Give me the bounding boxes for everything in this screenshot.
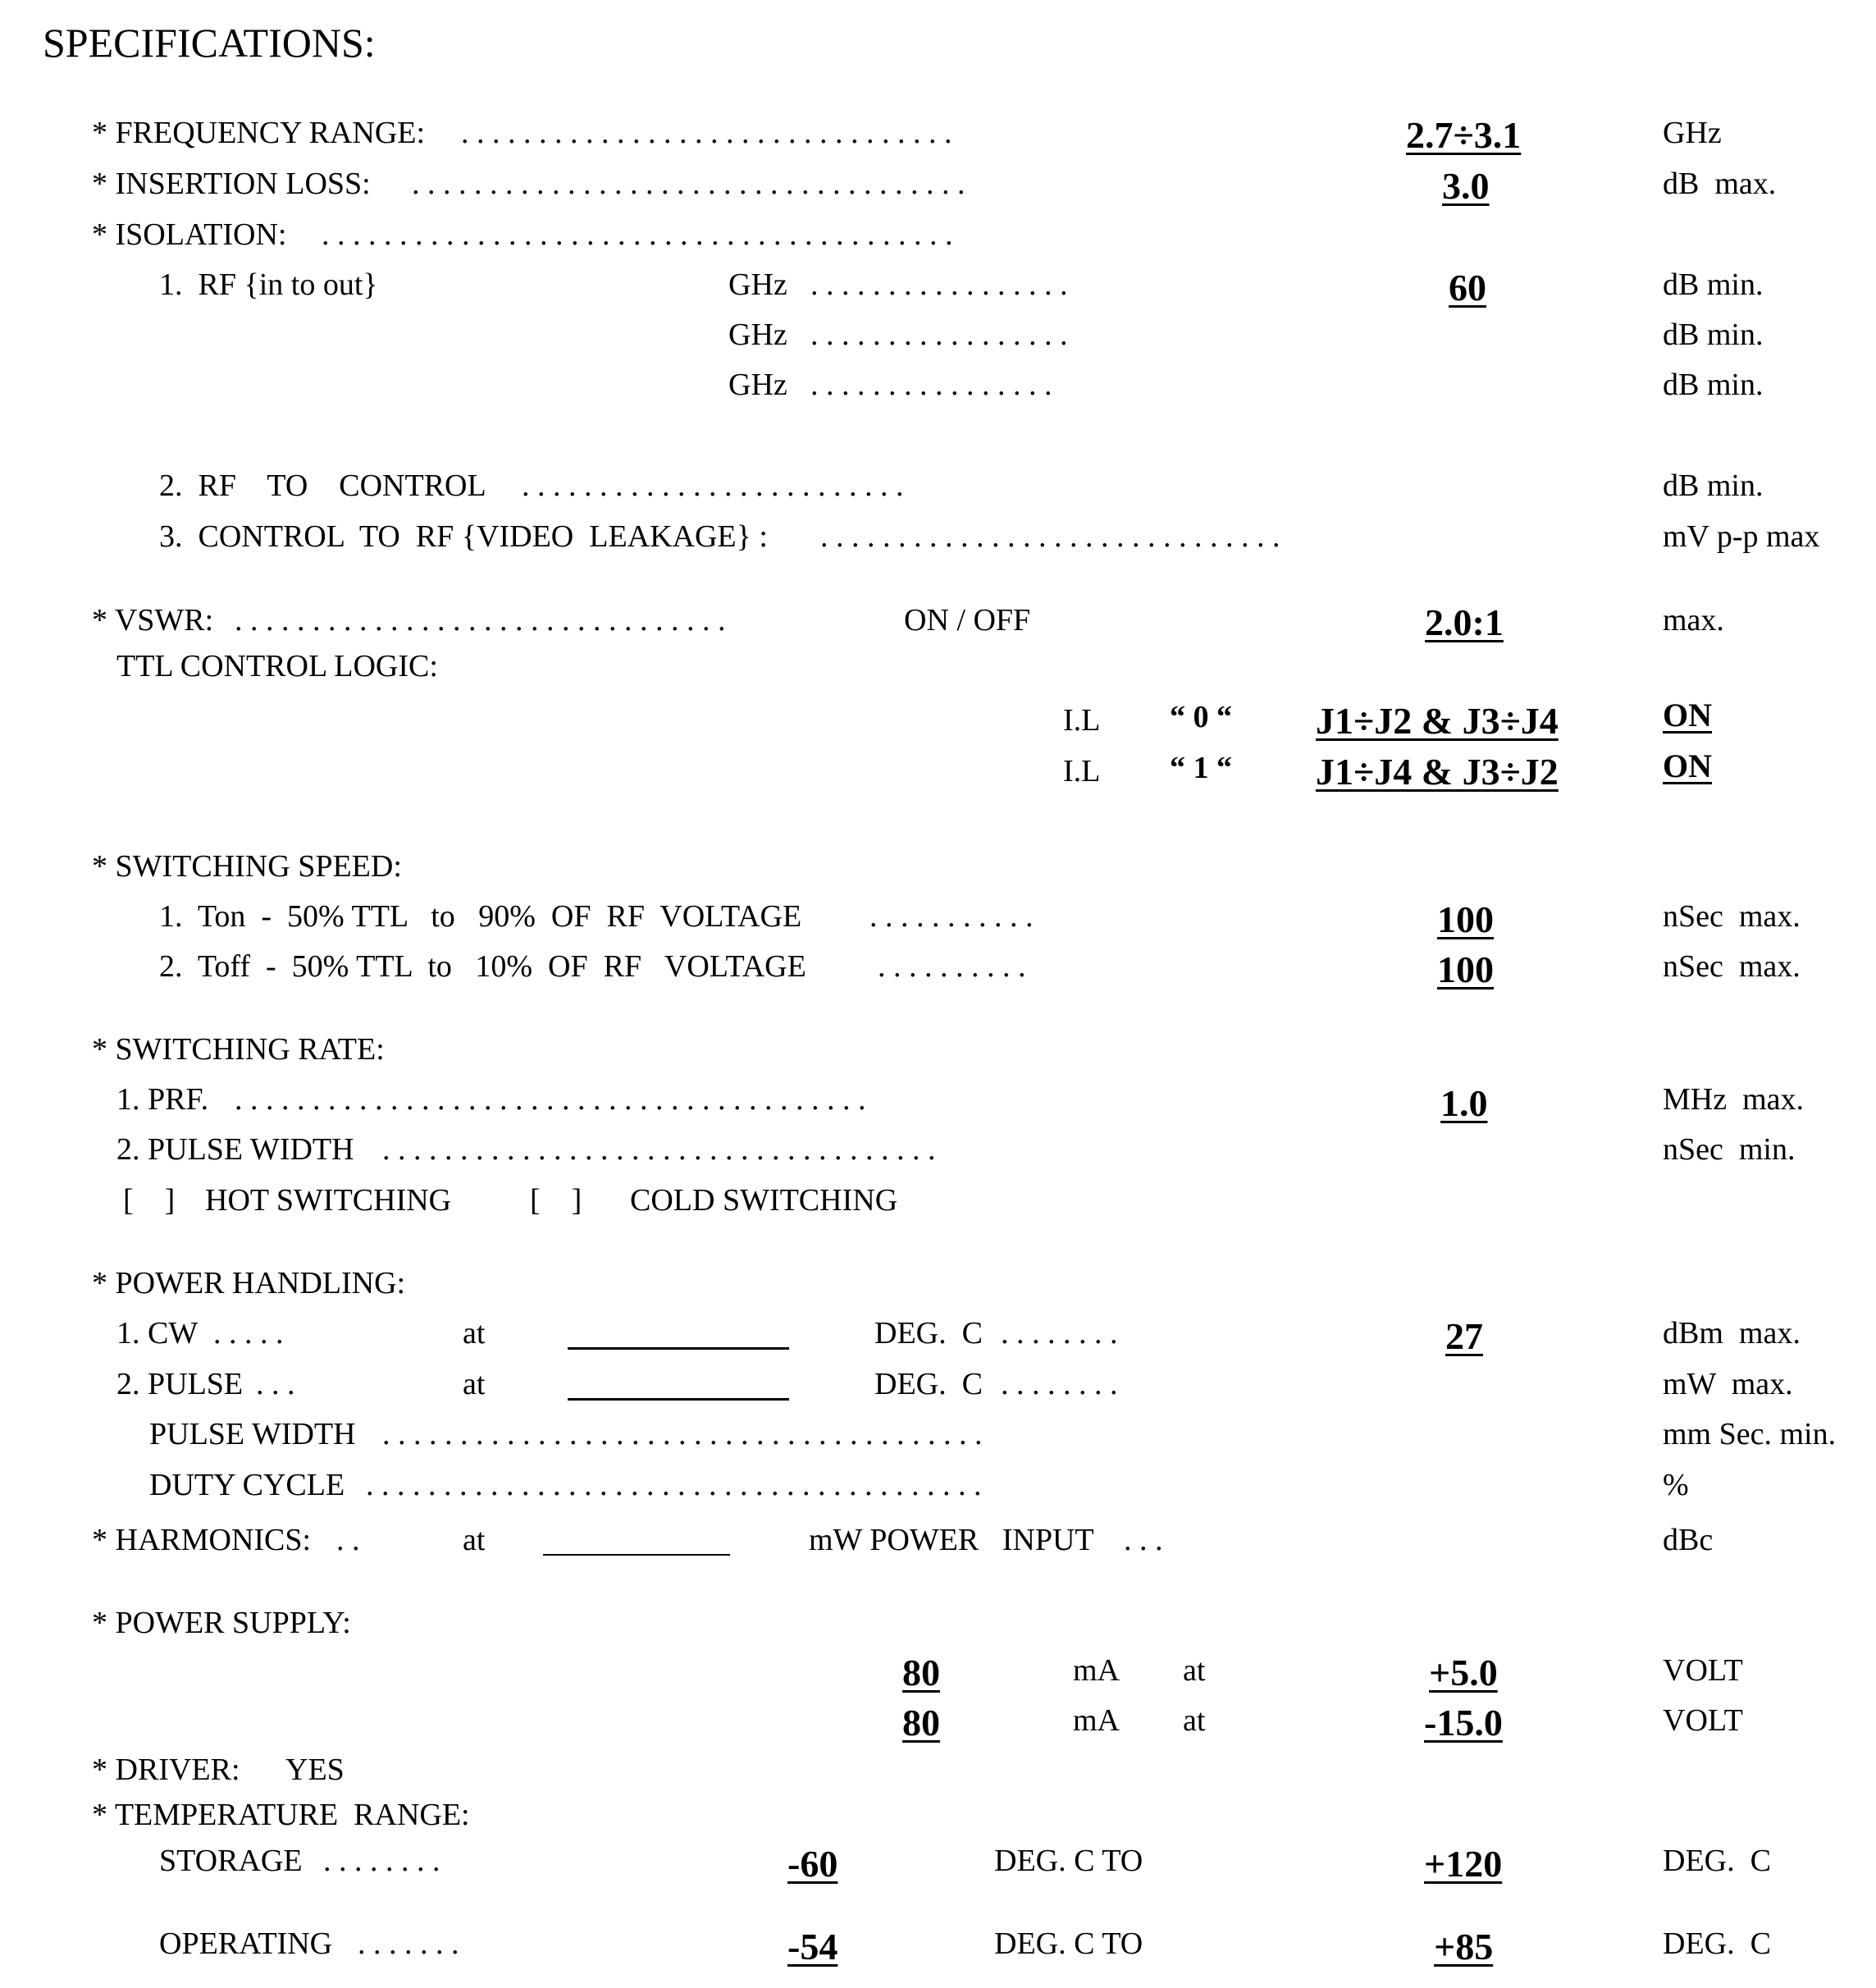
isolation-rf-to-control-unit: dB min. [1663, 468, 1764, 503]
switching-speed-toff-unit: nSec max. [1663, 949, 1801, 984]
isolation-ghz-2: GHz [728, 318, 787, 352]
vswr-mode: ON / OFF [904, 603, 1031, 638]
isolation-control-to-rf-unit: mV p-p max [1663, 519, 1820, 554]
power-supply-current-2: 80 [902, 1702, 940, 1743]
switching-speed-label: * SWITCHING SPEED: [92, 849, 402, 884]
switching-rate-prf-unit: MHz max. [1663, 1082, 1805, 1117]
power-handling-cw-deg: DEG. C [874, 1316, 983, 1350]
ttl-control-logic-label: TTL CONTROL LOGIC: [116, 649, 438, 683]
power-supply-at-1: at [1183, 1653, 1206, 1688]
temperature-storage-unit: DEG. C [1663, 1844, 1771, 1878]
temperature-operating-max: +85 [1434, 1926, 1494, 1967]
power-handling-cw-value: 27 [1445, 1315, 1483, 1357]
leader-dots: . . . . . . . . . . . . . . . . . . . . . . . . . . . . . . [820, 519, 1280, 554]
ttl-il-1: I.L [1063, 754, 1101, 788]
vswr-unit: max. [1663, 603, 1724, 638]
switching-speed-toff-label: 2. Toff - 50% TTL to 10% OF RF VOLTAGE [159, 949, 806, 984]
ttl-status-0: ON [1663, 697, 1712, 734]
cw-temperature-blank[interactable] [568, 1347, 789, 1350]
isolation-label: * ISOLATION: [92, 217, 287, 252]
isolation-unit-2: dB min. [1663, 318, 1764, 352]
leader-dots: . . . . . . . . . . . . . . . . . . . . . . . . . . . . . . . . . . . . . . . . [366, 1468, 982, 1502]
hot-switching-checkbox[interactable]: [ ] [123, 1183, 176, 1218]
power-supply-at-2: at [1183, 1703, 1206, 1738]
isolation-ghz-3: GHz [728, 368, 787, 402]
isolation-unit-1: dB min. [1663, 267, 1764, 302]
frequency-range-value: 2.7÷3.1 [1406, 114, 1522, 156]
power-handling-pulse-width-label: PULSE WIDTH [149, 1417, 356, 1451]
frequency-range-unit: GHz [1663, 116, 1722, 150]
isolation-rf-in-out-label: 1. RF {in to out} [159, 267, 378, 302]
power-handling-pulse-width-unit: mm Sec. min. [1663, 1417, 1837, 1451]
leader-dots: . . . . . . . . . . . . . . . . . [810, 318, 1068, 352]
page-title: SPECIFICATIONS: [43, 20, 376, 66]
power-handling-label: * POWER HANDLING: [92, 1266, 406, 1300]
leader-dots: . . . [1124, 1523, 1163, 1557]
harmonics-at: at [463, 1523, 486, 1557]
leader-dots: . . . . . . . . . . . . . . . . . . . . . . . . . . . . . . . . . . . . . . . . . [322, 217, 953, 252]
switching-speed-toff-value: 100 [1437, 948, 1494, 990]
leader-dots: . . . . . . . . . . . [870, 899, 1034, 934]
power-supply-current-1: 80 [902, 1652, 940, 1693]
power-supply-ma-1: mA [1073, 1653, 1120, 1688]
power-supply-voltage-1: +5.0 [1429, 1652, 1498, 1693]
power-handling-pulse-unit: mW max. [1663, 1367, 1793, 1401]
leader-dots: . . . . . . . . . . . . . . . . . . . . . . . . . . . . . . . . [235, 603, 726, 638]
temperature-storage-label: STORAGE [159, 1844, 303, 1878]
leader-dots: . . . . . . . . [1001, 1367, 1118, 1401]
isolation-unit-3: dB min. [1663, 368, 1764, 402]
pulse-temperature-blank[interactable] [568, 1398, 789, 1401]
driver-value: YES [285, 1753, 345, 1787]
switching-speed-ton-label: 1. Ton - 50% TTL to 90% OF RF VOLTAGE [159, 899, 802, 934]
switching-speed-ton-unit: nSec max. [1663, 899, 1801, 934]
power-handling-cw-at: at [463, 1316, 486, 1350]
power-supply-ma-2: mA [1073, 1703, 1120, 1738]
leader-dots: . . . . . . . . . . . . . . . . . . . . . . . . . . . . . . . . [461, 116, 952, 150]
switching-rate-pulse-width-label: 2. PULSE WIDTH [116, 1132, 354, 1167]
insertion-loss-value: 3.0 [1442, 165, 1490, 207]
ttl-state-0: “ 0 “ [1170, 700, 1232, 734]
ttl-state-1: “ 1 “ [1170, 751, 1232, 785]
isolation-control-to-rf-label: 3. CONTROL TO RF {VIDEO LEAKAGE} : [159, 519, 768, 554]
switching-rate-label: * SWITCHING RATE: [92, 1032, 385, 1067]
temperature-operating-unit: DEG. C [1663, 1926, 1771, 1961]
temperature-storage-max: +120 [1424, 1843, 1503, 1885]
switching-speed-ton-value: 100 [1437, 898, 1494, 940]
temperature-storage-min: -60 [787, 1843, 838, 1885]
isolation-rf-to-control-label: 2. RF TO CONTROL [159, 468, 486, 503]
leader-dots: . . . . . . . . . . . . . . . . . . . . . . . . . . . . . . . . . . . . . . . . . [235, 1082, 866, 1117]
leader-dots: . . . . . . . . . . . . . . . . [810, 368, 1052, 402]
isolation-rf-in-out-value: 60 [1449, 267, 1486, 308]
leader-dots: . . . . . . . . . . . . . . . . . . . . . . . . . . . . . . . . . . . . [412, 167, 965, 201]
power-supply-voltage-2: -15.0 [1424, 1702, 1503, 1743]
power-handling-pulse-label: 2. PULSE [116, 1367, 244, 1401]
ttl-status-1: ON [1663, 747, 1712, 784]
insertion-loss-unit: dB max. [1663, 167, 1777, 201]
power-handling-pulse-at: at [463, 1367, 486, 1401]
vswr-value: 2.0:1 [1425, 601, 1504, 643]
power-handling-cw-label: 1. CW [116, 1316, 199, 1350]
cold-switching-checkbox[interactable]: [ ] [530, 1183, 582, 1218]
harmonics-text: mW POWER INPUT [809, 1523, 1094, 1557]
temperature-operating-to: DEG. C TO [994, 1926, 1143, 1961]
leader-dots: . . [336, 1523, 360, 1557]
leader-dots: . . . . . . . . . . . . . . . . . . . . . . . . . . . . . . . . . . . . [382, 1132, 936, 1167]
power-supply-unit-2: VOLT [1663, 1703, 1743, 1738]
hot-switching-label: HOT SWITCHING [205, 1183, 452, 1218]
harmonics-unit: dBc [1663, 1523, 1714, 1557]
ttl-path-0: J1÷J2 & J3÷J4 [1316, 700, 1559, 742]
frequency-range-label: * FREQUENCY RANGE: [92, 116, 426, 150]
temperature-range-label: * TEMPERATURE RANGE: [92, 1798, 470, 1832]
temperature-operating-min: -54 [787, 1926, 838, 1967]
power-handling-pulse-deg: DEG. C [874, 1367, 983, 1401]
vswr-label: * VSWR: [92, 603, 214, 638]
leader-dots: . . . . . . . . . . . . . . . . . . . . . . . . . [522, 468, 904, 503]
leader-dots: . . . . . . . . . . . . . . . . . . . . . . . . . . . . . . . . . . . . . . . [382, 1417, 983, 1451]
ttl-il-0: I.L [1063, 703, 1101, 738]
leader-dots: . . . [256, 1367, 295, 1401]
driver-label: * DRIVER: [92, 1753, 240, 1787]
harmonics-label: * HARMONICS: [92, 1523, 312, 1557]
leader-dots: . . . . . . . [358, 1926, 459, 1961]
switching-rate-prf-label: 1. PRF. [116, 1082, 209, 1117]
leader-dots: . . . . . . . . . . . . . . . . . [810, 267, 1068, 302]
ttl-path-1: J1÷J4 & J3÷J2 [1316, 751, 1559, 793]
temperature-storage-to: DEG. C TO [994, 1844, 1143, 1878]
cold-switching-label: COLD SWITCHING [630, 1183, 898, 1218]
leader-dots: . . . . . [213, 1316, 284, 1350]
isolation-ghz-1: GHz [728, 267, 787, 302]
insertion-loss-label: * INSERTION LOSS: [92, 167, 371, 201]
power-supply-label: * POWER SUPPLY: [92, 1606, 351, 1640]
leader-dots: . . . . . . . . [1001, 1316, 1118, 1350]
power-supply-unit-1: VOLT [1663, 1653, 1743, 1688]
switching-rate-prf-value: 1.0 [1440, 1082, 1488, 1124]
temperature-operating-label: OPERATING [159, 1926, 333, 1961]
harmonics-power-blank[interactable] [543, 1554, 730, 1556]
power-handling-cw-unit: dBm max. [1663, 1316, 1801, 1350]
leader-dots: . . . . . . . . . . [878, 949, 1026, 984]
switching-rate-pulse-width-unit: nSec min. [1663, 1132, 1796, 1167]
power-handling-duty-cycle-label: DUTY CYCLE [149, 1468, 345, 1502]
leader-dots: . . . . . . . . [323, 1844, 440, 1878]
power-handling-duty-cycle-unit: % [1663, 1468, 1689, 1502]
